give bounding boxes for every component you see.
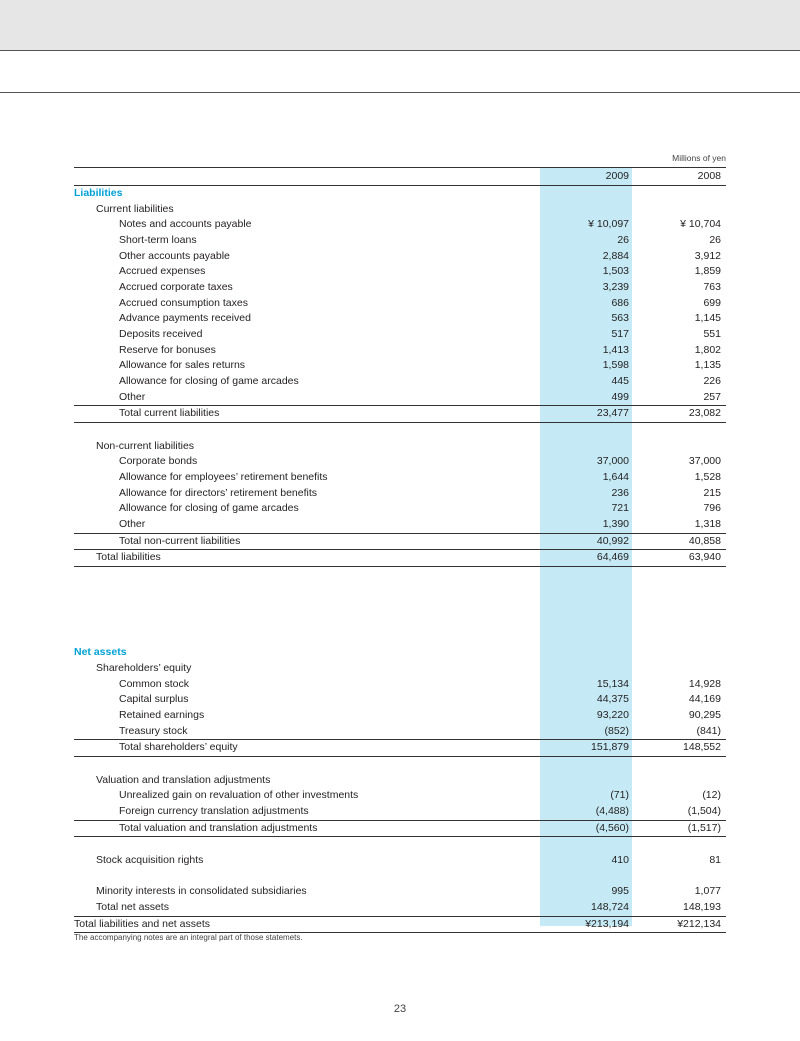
value-2008 bbox=[634, 583, 726, 599]
spacer-row bbox=[74, 757, 726, 773]
value-2009: ¥ 10,097 bbox=[588, 218, 629, 231]
value-2008: 44,169 bbox=[688, 693, 721, 706]
row-label: Notes and accounts payable bbox=[119, 218, 252, 231]
value-2008 bbox=[634, 598, 726, 614]
total-row bbox=[74, 820, 726, 837]
total-row bbox=[74, 406, 726, 423]
spacer-row bbox=[74, 869, 726, 885]
table-row bbox=[74, 517, 726, 533]
value-2009: 445 bbox=[611, 375, 629, 388]
row-label: Allowance for directors’ retirement benefits bbox=[119, 486, 318, 499]
row-label: Other accounts payable bbox=[119, 249, 230, 262]
spacer-row bbox=[74, 837, 726, 853]
value-2008: 63,940 bbox=[634, 550, 726, 567]
table-row bbox=[74, 358, 726, 374]
table-row bbox=[74, 343, 726, 359]
value-2008: 257 bbox=[703, 390, 721, 403]
total-row bbox=[74, 533, 726, 550]
row-label: Shareholders’ equity bbox=[96, 662, 192, 675]
row-label: Deposits received bbox=[119, 328, 203, 341]
row-label: Stock acquisition rights bbox=[96, 854, 204, 867]
row-label: Accrued expenses bbox=[119, 265, 206, 278]
header-rule bbox=[0, 92, 800, 93]
page-number: 23 bbox=[393, 1003, 407, 1015]
value-2009: 93,220 bbox=[596, 709, 629, 722]
row-label bbox=[74, 837, 542, 853]
value-2009: 26 bbox=[617, 234, 629, 247]
total-row bbox=[74, 550, 726, 567]
value-2009: 517 bbox=[611, 328, 629, 341]
value-2008 bbox=[634, 773, 726, 789]
table-row bbox=[74, 853, 726, 869]
value-2008: 3,912 bbox=[694, 249, 721, 262]
value-2008: ¥212,134 bbox=[634, 916, 726, 933]
value-2009 bbox=[542, 614, 634, 630]
table-row bbox=[74, 280, 726, 296]
value-2009 bbox=[542, 583, 634, 599]
table-row bbox=[74, 470, 726, 486]
spacer-row bbox=[74, 583, 726, 599]
value-2009: 236 bbox=[611, 486, 629, 499]
table-row bbox=[74, 900, 726, 916]
footnote: The accompanying notes are an integral part of those statemets. bbox=[74, 933, 303, 942]
value-2009 bbox=[542, 567, 634, 583]
value-2008 bbox=[634, 837, 726, 853]
value-2008: 40,858 bbox=[634, 533, 726, 550]
value-2009 bbox=[542, 773, 634, 789]
value-2009: 44,375 bbox=[596, 693, 629, 706]
value-2009 bbox=[542, 661, 634, 677]
value-2008: 1,077 bbox=[694, 885, 721, 898]
spacer-row bbox=[74, 598, 726, 614]
table-row bbox=[74, 773, 726, 789]
table-row bbox=[74, 296, 726, 312]
value-2008: 148,552 bbox=[634, 740, 726, 757]
table-row bbox=[74, 327, 726, 343]
value-2008: 1,145 bbox=[694, 312, 721, 325]
value-2008: 1,318 bbox=[694, 518, 721, 531]
row-label bbox=[74, 869, 542, 885]
value-2009 bbox=[542, 423, 634, 439]
value-2008 bbox=[634, 645, 726, 661]
value-2008 bbox=[634, 202, 726, 218]
value-2009: 3,239 bbox=[602, 281, 629, 294]
table-row bbox=[74, 501, 726, 517]
table-row bbox=[74, 311, 726, 327]
row-label: Capital surplus bbox=[119, 693, 189, 706]
total-row bbox=[74, 740, 726, 757]
row-label: Minority interests in consolidated subsidiaries bbox=[96, 885, 307, 898]
total-row bbox=[74, 916, 726, 933]
value-2008 bbox=[634, 614, 726, 630]
value-2008: 81 bbox=[709, 854, 721, 867]
section-heading-row bbox=[74, 645, 726, 661]
value-2008: 763 bbox=[703, 281, 721, 294]
row-label: Reserve for bonuses bbox=[119, 343, 216, 356]
row-label: Total current liabilities bbox=[74, 406, 542, 423]
table-row bbox=[74, 264, 726, 280]
row-label: Net assets bbox=[74, 646, 127, 659]
table-row bbox=[74, 217, 726, 233]
value-2009: 1,598 bbox=[602, 359, 629, 372]
table-row bbox=[74, 788, 726, 804]
value-2008: 796 bbox=[703, 502, 721, 515]
value-2009 bbox=[542, 645, 634, 661]
value-2009 bbox=[542, 837, 634, 853]
row-label: Short-term loans bbox=[119, 234, 197, 247]
table-row bbox=[74, 454, 726, 470]
row-label bbox=[74, 567, 542, 583]
value-2009: 1,503 bbox=[602, 265, 629, 278]
units-label: Millions of yen bbox=[672, 153, 726, 163]
value-2008: 226 bbox=[703, 375, 721, 388]
row-label: Advance payments received bbox=[119, 312, 251, 325]
row-label: Non-current liabilities bbox=[96, 439, 195, 452]
value-2008 bbox=[634, 661, 726, 677]
row-label: Treasury stock bbox=[119, 724, 188, 737]
table-header-row bbox=[74, 168, 726, 186]
value-2009: 2,884 bbox=[602, 249, 629, 262]
row-label bbox=[74, 630, 542, 646]
row-label bbox=[74, 423, 542, 439]
row-label: Other bbox=[119, 390, 146, 403]
value-2009 bbox=[542, 757, 634, 773]
header-label-cell bbox=[74, 168, 542, 186]
value-2008 bbox=[634, 439, 726, 455]
value-2009: 410 bbox=[611, 854, 629, 867]
value-2008: 148,193 bbox=[683, 901, 721, 914]
balance-sheet-table bbox=[74, 167, 726, 933]
value-2009: ¥213,194 bbox=[542, 916, 634, 933]
value-2009 bbox=[542, 630, 634, 646]
value-2009 bbox=[542, 598, 634, 614]
value-2008: (1,517) bbox=[634, 820, 726, 837]
column-header-2008: 2008 bbox=[634, 168, 726, 186]
value-2009 bbox=[542, 186, 634, 202]
table-row bbox=[74, 439, 726, 455]
value-2009: 1,413 bbox=[602, 343, 629, 356]
value-2008 bbox=[634, 630, 726, 646]
row-label: Total non-current liabilities bbox=[74, 533, 542, 550]
table-row bbox=[74, 202, 726, 218]
value-2008 bbox=[634, 567, 726, 583]
value-2009: 151,879 bbox=[542, 740, 634, 757]
value-2009: 721 bbox=[611, 502, 629, 515]
table-row bbox=[74, 677, 726, 693]
value-2009: 686 bbox=[611, 296, 629, 309]
value-2008: 90,295 bbox=[688, 709, 721, 722]
table-row bbox=[74, 661, 726, 677]
table-row bbox=[74, 390, 726, 406]
value-2009: 995 bbox=[611, 885, 629, 898]
header-band bbox=[0, 0, 800, 51]
row-label bbox=[74, 757, 542, 773]
table-row bbox=[74, 233, 726, 249]
row-label: Total shareholders’ equity bbox=[74, 740, 542, 757]
spacer-row bbox=[74, 567, 726, 583]
value-2008: 1,135 bbox=[694, 359, 721, 372]
table-row bbox=[74, 884, 726, 900]
spacer-row bbox=[74, 614, 726, 630]
row-label: Liabilities bbox=[74, 187, 123, 199]
row-label bbox=[74, 583, 542, 599]
value-2008 bbox=[634, 869, 726, 885]
value-2008: 23,082 bbox=[634, 406, 726, 423]
table-row bbox=[74, 486, 726, 502]
row-label: Total net assets bbox=[96, 901, 169, 914]
value-2008: 26 bbox=[709, 234, 721, 247]
value-2009 bbox=[542, 869, 634, 885]
value-2008 bbox=[634, 757, 726, 773]
value-2008: 14,928 bbox=[688, 677, 721, 690]
value-2009 bbox=[542, 439, 634, 455]
table-row bbox=[74, 692, 726, 708]
row-label: Retained earnings bbox=[119, 709, 205, 722]
spacer-row bbox=[74, 630, 726, 646]
table-row bbox=[74, 249, 726, 265]
spacer-row bbox=[74, 423, 726, 439]
value-2009: 499 bbox=[611, 390, 629, 403]
row-label: Corporate bonds bbox=[119, 455, 198, 468]
row-label: Allowance for employees’ retirement benefits bbox=[119, 471, 328, 484]
value-2008: 1,859 bbox=[694, 265, 721, 278]
table-row bbox=[74, 804, 726, 820]
value-2009: 148,724 bbox=[591, 901, 629, 914]
value-2008: 551 bbox=[703, 328, 721, 341]
row-label: Total liabilities bbox=[74, 550, 542, 567]
table-row bbox=[74, 708, 726, 724]
value-2009: (852) bbox=[604, 724, 629, 737]
value-2009: 563 bbox=[611, 312, 629, 325]
value-2008: (1,504) bbox=[687, 805, 721, 818]
value-2008: 1,528 bbox=[694, 471, 721, 484]
value-2008 bbox=[634, 423, 726, 439]
row-label: Accrued consumption taxes bbox=[119, 296, 248, 309]
value-2008: 699 bbox=[703, 296, 721, 309]
row-label: Allowance for closing of game arcades bbox=[119, 375, 299, 388]
value-2009: 23,477 bbox=[542, 406, 634, 423]
row-label: Total valuation and translation adjustments bbox=[74, 820, 542, 837]
table-row bbox=[74, 374, 726, 390]
value-2008: ¥ 10,704 bbox=[680, 218, 721, 231]
value-2009: 15,134 bbox=[596, 677, 629, 690]
row-label: Unrealized gain on revaluation of other investments bbox=[119, 789, 359, 802]
row-label: Common stock bbox=[119, 677, 190, 690]
row-label: Foreign currency translation adjustments bbox=[119, 805, 309, 818]
value-2008: 37,000 bbox=[688, 455, 721, 468]
row-label: Current liabilities bbox=[96, 202, 174, 215]
row-label: Allowance for sales returns bbox=[119, 359, 246, 372]
value-2009: 1,390 bbox=[602, 518, 629, 531]
value-2009: 40,992 bbox=[542, 533, 634, 550]
value-2008: (841) bbox=[696, 724, 721, 737]
value-2009 bbox=[542, 202, 634, 218]
value-2009: 64,469 bbox=[542, 550, 634, 567]
row-label bbox=[74, 614, 542, 630]
column-header-2009: 2009 bbox=[542, 168, 634, 186]
row-label bbox=[74, 598, 542, 614]
row-label: Accrued corporate taxes bbox=[119, 281, 233, 294]
value-2008 bbox=[634, 186, 726, 202]
row-label: Allowance for closing of game arcades bbox=[119, 502, 299, 515]
table-row bbox=[74, 724, 726, 740]
row-label: Valuation and translation adjustments bbox=[96, 773, 271, 786]
section-heading-row bbox=[74, 186, 726, 202]
row-label: Other bbox=[119, 518, 146, 531]
value-2008: 1,802 bbox=[694, 343, 721, 356]
value-2009: 37,000 bbox=[596, 455, 629, 468]
row-label: Total liabilities and net assets bbox=[74, 916, 542, 933]
value-2009: 1,644 bbox=[602, 471, 629, 484]
value-2009: (4,560) bbox=[542, 820, 634, 837]
value-2009: (4,488) bbox=[595, 805, 629, 818]
value-2008: (12) bbox=[702, 789, 721, 802]
value-2008: 215 bbox=[703, 486, 721, 499]
value-2009: (71) bbox=[610, 789, 629, 802]
